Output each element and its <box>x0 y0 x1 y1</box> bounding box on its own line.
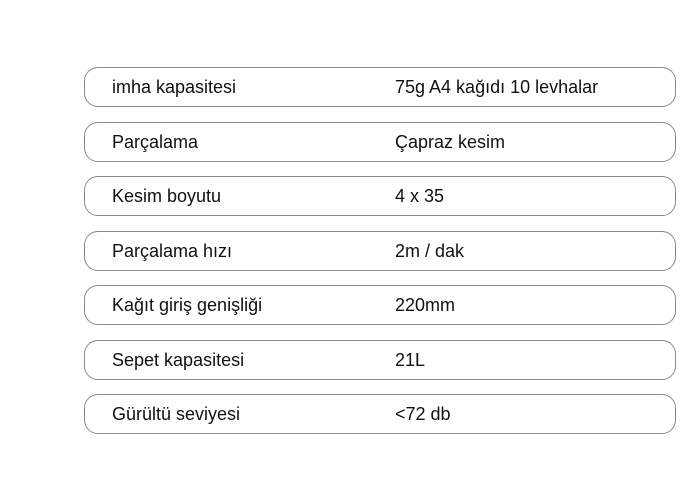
spec-label: Kağıt giriş genişliği <box>112 295 263 315</box>
spec-label: Parçalama <box>112 131 199 152</box>
spec-row-cut-size <box>84 176 676 216</box>
spec-value: 75g A4 kağıdı 10 levhalar <box>395 77 599 97</box>
spec-row-speed <box>84 231 676 271</box>
spec-label: imha kapasitesi <box>112 77 237 97</box>
spec-value: Çapraz kesim <box>395 131 506 152</box>
spec-value: 4 x 35 <box>395 186 445 206</box>
spec-row-capacity <box>84 67 676 107</box>
spec-row-bin-capacity <box>84 340 676 380</box>
spec-label: Gürültü seviyesi <box>112 404 241 424</box>
spec-value: 21L <box>395 349 426 370</box>
spec-value: 220mm <box>395 295 456 315</box>
spec-label: Sepet kapasitesi <box>112 349 245 370</box>
spec-label: Kesim boyutu <box>112 186 222 206</box>
spec-table <box>84 67 676 449</box>
spec-row-entry-width <box>84 285 676 325</box>
spec-row-noise <box>84 394 676 434</box>
spec-row-shredding <box>84 122 676 162</box>
spec-value: 2m / dak <box>395 240 465 261</box>
spec-label: Parçalama hızı <box>112 240 233 261</box>
spec-value: <72 db <box>395 404 451 424</box>
